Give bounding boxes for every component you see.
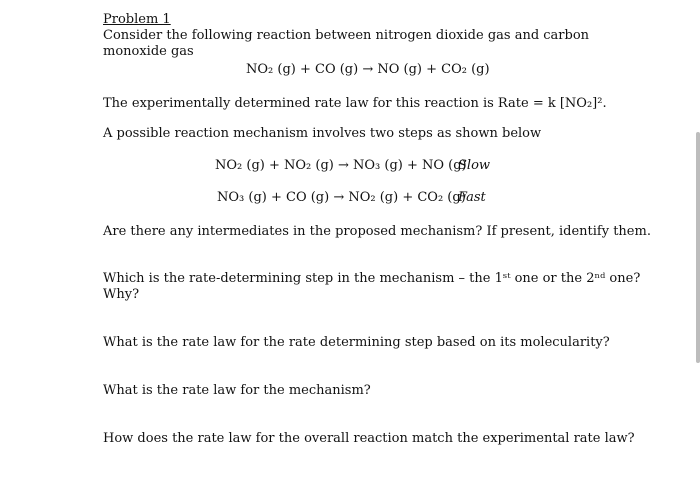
experimental-rate-law: The experimentally determined rate law for this reaction is Rate = k [NO₂]². (103, 96, 607, 111)
question-rate-determining-step: Which is the rate-determining step in the mechanism – the 1ˢᵗ one or the 2ⁿᵈ one? (103, 271, 641, 286)
mechanism-step-1: NO₂ (g) + NO₂ (g) → NO₃ (g) + NO (g) (215, 158, 467, 173)
question-compare-rate-law: How does the rate law for the overall reaction match the experimental rate law? (103, 431, 635, 446)
step-2-speed-label: Fast (458, 190, 486, 205)
problem-intro: Consider the following reaction between nitrogen dioxide gas and carbon monoxide gas (103, 28, 590, 59)
mechanism-step-2: NO₃ (g) + CO (g) → NO₂ (g) + CO₂ (g) (217, 190, 466, 205)
mechanism-intro: A possible reaction mechanism involves two steps as shown below (103, 126, 542, 141)
vertical-scrollbar[interactable] (696, 132, 700, 363)
question-why: Why? (103, 287, 140, 302)
question-mechanism-rate-law: What is the rate law for the mechanism? (103, 383, 371, 398)
problem-title: Problem 1 (103, 12, 171, 27)
question-rds-rate-law: What is the rate law for the rate determining step based on its molecularity? (103, 335, 610, 350)
question-intermediates: Are there any intermediates in the proposed mechanism? If present, identify them. (103, 224, 651, 239)
overall-reaction-equation: NO₂ (g) + CO (g) → NO (g) + CO₂ (g) (246, 62, 490, 77)
step-1-speed-label: Slow (458, 158, 491, 173)
